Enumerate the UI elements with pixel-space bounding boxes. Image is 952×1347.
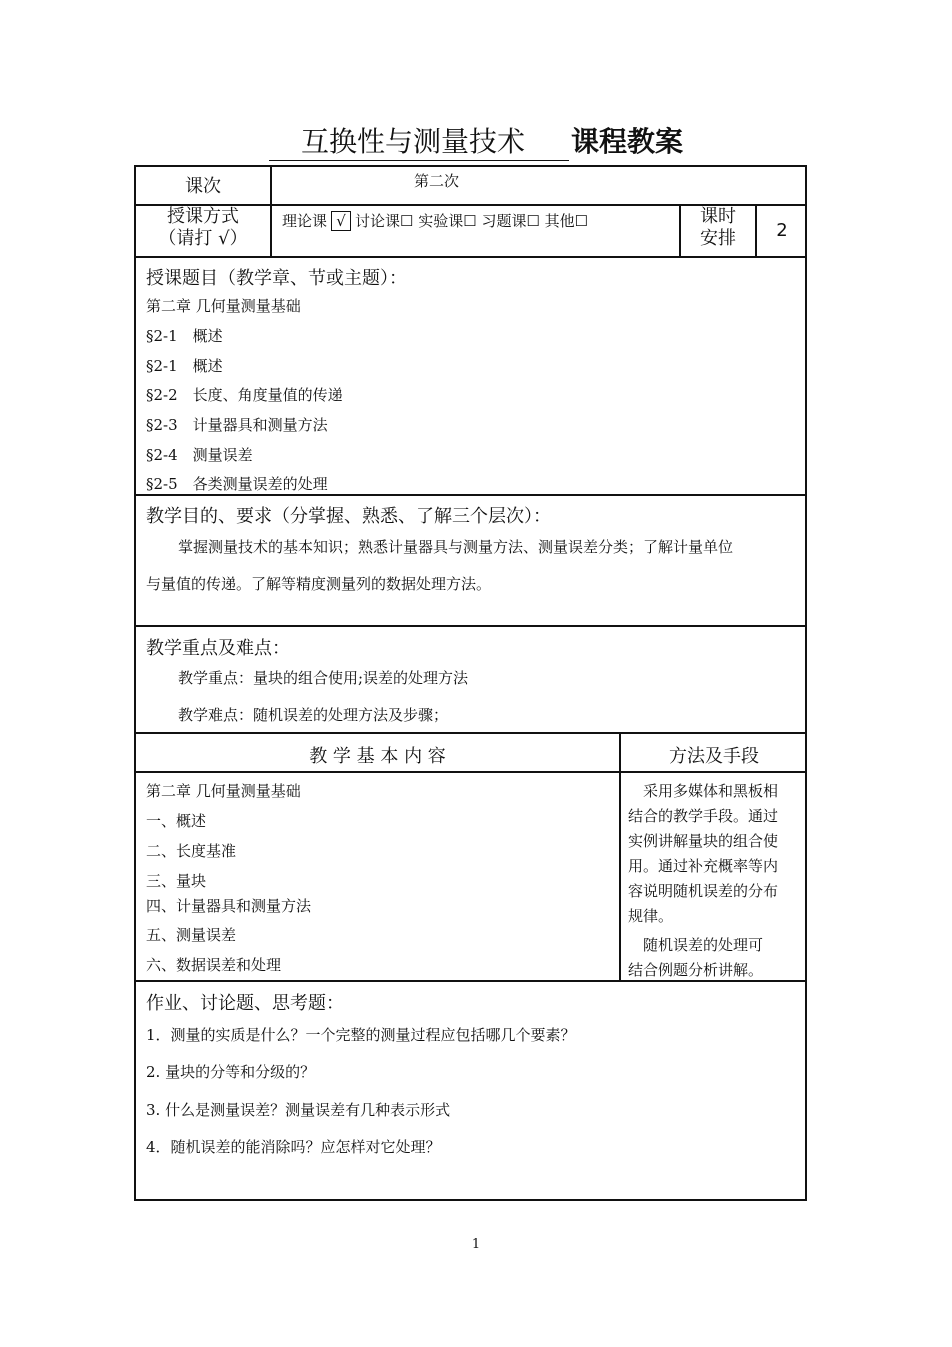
row-divider [134,771,807,773]
method-column-header: 方法及手段 [669,746,759,767]
content-line: 二、长度基准 [146,842,237,860]
homework-item: 4．随机误差的能消除吗？应怎样对它处理？ [146,1138,441,1156]
topic-line: §2-4 测量误差 [146,446,253,464]
course-name: 互换性与测量技术 [269,124,569,161]
homework-heading: 作业、讨论题、思考题： [146,993,344,1014]
row-divider [134,732,807,734]
content-line: 五、测量误差 [146,926,237,944]
objectives-heading: 教学目的、要求（分掌握、熟悉、了解三个层次）： [146,506,551,527]
content-line: 三、量块 [146,872,207,890]
focus-text: 教学重点：量块的组合使用;误差的处理方法 [178,669,469,687]
key-points-heading: 教学重点及难点： [146,638,290,659]
homework-item: 1．测量的实质是什么？一个完整的测量过程应包括哪几个要素？ [146,1026,576,1044]
method-line: 采用多媒体和黑板相 [628,782,779,800]
homework-item: 3. 什么是测量误差？测量误差有几种表示形式 [146,1101,451,1119]
method-line: 规律。 [628,907,674,925]
course-type-options [282,210,588,232]
topic-line: §2-3 计量器具和测量方法 [146,416,328,434]
row-divider [134,494,807,496]
option-theory-label: 理论课 [282,212,328,230]
topic-line: 第二章 几何量测量基础 [146,297,301,315]
difficulty-text: 教学难点：随机误差的处理方法及步骤； [178,706,449,724]
topic-line: §2-1 概述 [146,327,223,345]
title-suffix: 课程教案 [571,125,684,158]
document-title [0,122,952,162]
row-divider [134,256,807,258]
page-number: 1 [471,1237,481,1252]
topic-heading: 授课题目（教学章、节或主题）： [146,268,407,289]
objectives-text: 掌握测量技术的基本知识；熟悉计量器具与测量方法、测量误差分类；了解计量单位 [178,538,734,556]
objectives-text: 与量值的传递。了解等精度测量列的数据处理方法。 [146,575,492,593]
homework-item: 2. 量块的分等和分级的？ [146,1063,316,1081]
content-column-header: 教 学 基 本 内 容 [309,746,446,767]
content-line: 四、计量器具和测量方法 [146,897,312,915]
method-line: 随机误差的处理可 [628,936,764,954]
content-line: 六、数据误差和处理 [146,956,282,974]
col-divider [270,165,272,257]
topic-line: §2-5 各类测量误差的处理 [146,475,328,493]
method-line: 实例讲解量块的组合使 [628,832,779,850]
method-line: 结合的教学手段。通过 [628,807,779,825]
other-options: 讨论课☐ 实验课☐ 习题课☐ 其他☐ [355,212,589,230]
col-divider [619,732,621,981]
content-line: 第二章 几何量测量基础 [146,782,301,800]
method-description [628,779,804,983]
method-line: 结合例题分析讲解。 [628,961,764,979]
hours-label-line1: 课时 [700,206,736,227]
method-label-line2: （请打 √） [158,228,248,249]
method-line: 用。通过补充概率等内 [628,857,779,875]
topic-line: §2-2 长度、角度量值的传递 [146,386,343,404]
method-line: 容说明随机误差的分布 [628,882,779,900]
session-value: 第二次 [414,172,460,190]
row-divider [134,625,807,627]
teaching-method-label [136,206,270,250]
method-label-line1: 授课方式 [167,206,239,227]
hours-label-line2: 安排 [700,228,736,249]
content-line: 一、概述 [146,812,207,830]
theory-checkbox[interactable]: √ [331,211,351,231]
hours-value: 2 [776,220,788,241]
session-label: 课次 [185,176,221,197]
topic-line: §2-1 概述 [146,357,223,375]
hours-label [681,206,755,250]
